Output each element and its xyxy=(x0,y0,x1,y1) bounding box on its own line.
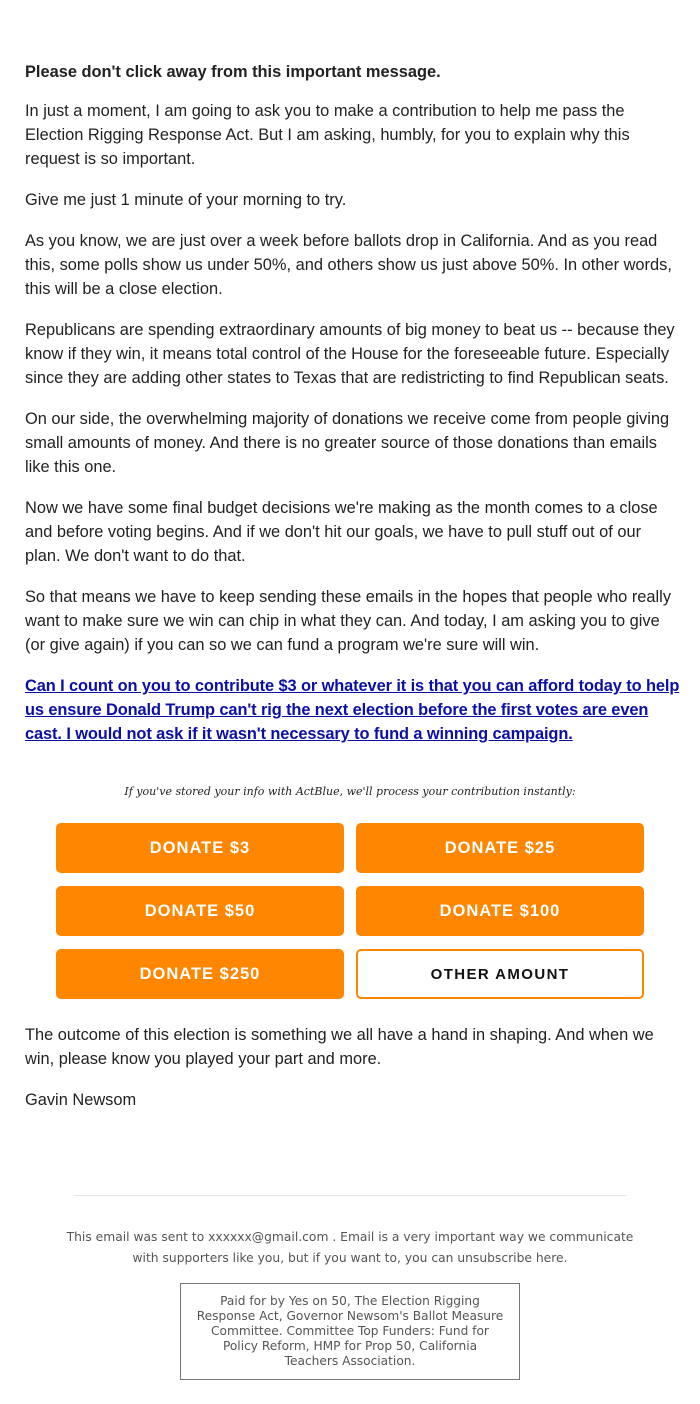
footer-sent-suffix: . Email is a very important way we communicate with supporters like you, but if you want to, you can xyxy=(132,1230,634,1265)
donate-3-button[interactable]: DONATE $3 xyxy=(56,823,344,873)
body-paragraph: In just a moment, I am going to ask you to make a contribution to help me pass the Election Rigging Response Act. But I am asking, humbly, for you to explain why this request is so important. xyxy=(25,102,630,168)
contribute-link[interactable]: Can I count on you to contribute $3 or whatever it is that you can afford today to help us ensure Donald Trump can't rig the next election before the first votes are even cast. I would not ask if it wasn't necessary to fund a winning campaign. xyxy=(25,677,680,743)
footer-divider xyxy=(74,1195,626,1196)
donate-250-button[interactable]: DONATE $250 xyxy=(56,949,344,999)
lead-message: Please don't click away from this important message. xyxy=(25,63,441,81)
donate-100-button[interactable]: DONATE $100 xyxy=(356,886,644,936)
donate-25-button[interactable]: DONATE $25 xyxy=(356,823,644,873)
footer-sent-prefix: This email was sent to xyxy=(66,1230,205,1244)
body-paragraph: Now we have some final budget decisions we're making as the month comes to a close and before voting begins. And if we don't hit our goals, we have to pull stuff out of our plan. We don't want to do that. xyxy=(25,499,658,565)
body-paragraph: Give me just 1 minute of your morning to try. xyxy=(25,191,347,209)
closing-paragraph: The outcome of this election is something we all have a hand in shaping. And when we win, please know you played your part and more. xyxy=(25,1026,654,1068)
recipient-email[interactable]: xxxxxx@gmail.com xyxy=(208,1230,329,1244)
footer-end: . xyxy=(563,1251,568,1265)
actblue-note: If you've stored your info with ActBlue, we'll process your contribution instantly: xyxy=(124,785,576,798)
paid-for-disclaimer: Paid for by Yes on 50, The Election Rigging Response Act, Governor Newsom's Ballot Measure Committee. Committee Top Funders: Fund for Policy Reform, HMP for Prop 50, California Teachers Association. xyxy=(180,1283,520,1380)
donate-50-button[interactable]: DONATE $50 xyxy=(56,886,344,936)
email-body xyxy=(25,60,680,763)
unsubscribe-link[interactable]: unsubscribe here xyxy=(457,1251,564,1265)
body-paragraph: Republicans are spending extraordinary amounts of big money to beat us -- because they know if they win, it means total control of the House for the foreseeable future. Especially since they are adding other states to Texas that are redistricting to find Republican seats. xyxy=(25,321,675,387)
body-paragraph: As you know, we are just over a week before ballots drop in California. And as you read this, some polls show us under 50%, and others show us just above 50%. In other words, this will be a close election. xyxy=(25,232,672,298)
body-paragraph: On our side, the overwhelming majority of donations we receive come from people giving small amounts of money. And there is no greater source of those donations than emails like this one. xyxy=(25,410,670,476)
signature: Gavin Newsom xyxy=(25,1091,137,1109)
closing-section xyxy=(25,1023,680,1129)
other-amount-button[interactable]: OTHER AMOUNT xyxy=(356,949,644,999)
body-paragraph: So that means we have to keep sending these emails in the hopes that people who really want to make sure we win can chip in what they can. And today, I am asking you to give (or give again) if you can so we can fund a program we're sure will win. xyxy=(25,588,672,654)
footer-notice xyxy=(60,1227,640,1269)
